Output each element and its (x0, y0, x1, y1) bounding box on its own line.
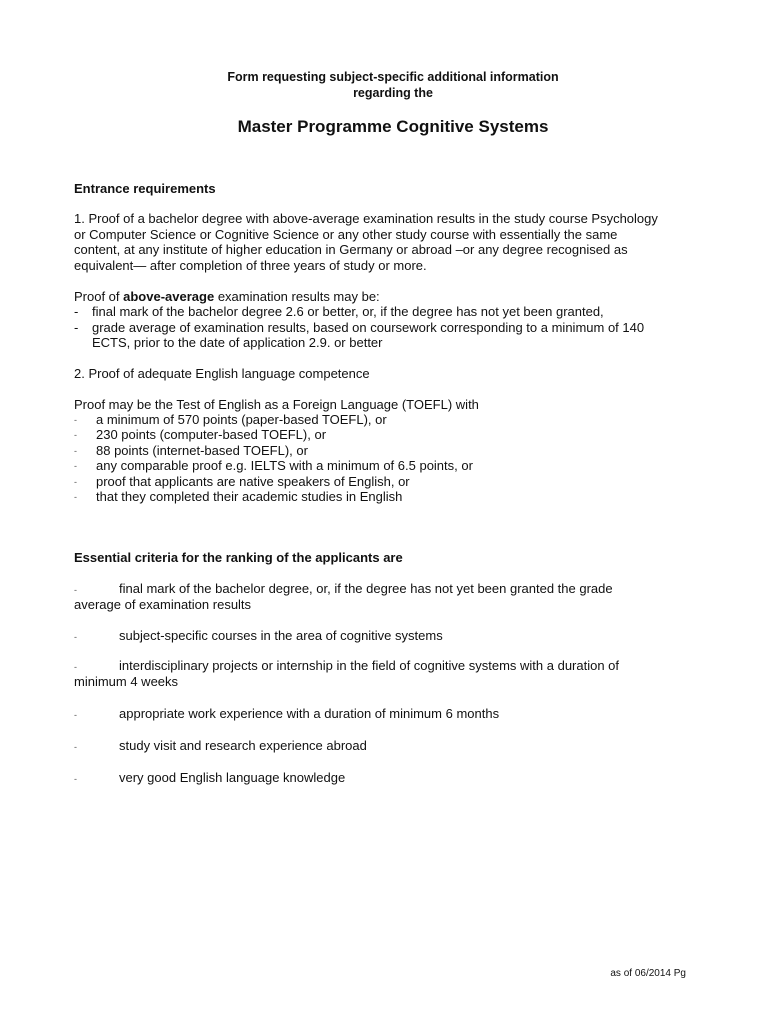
criterion-line: final mark of the bachelor degree, or, if the degree has not yet been granted the grade (119, 581, 613, 596)
ranking-criteria-heading: Essential criteria for the ranking of the applicants are (74, 550, 403, 565)
document-title: Master Programme Cognitive Systems (237, 117, 549, 136)
ranking-criterion (74, 738, 714, 754)
toefl-item: 230 points (computer-based TOEFL), or (96, 427, 327, 442)
proof-item: grade average of examination results, based on coursework corresponding to a minimum of 140 (92, 320, 645, 335)
criterion-line: minimum 4 weeks (74, 674, 179, 689)
toefl-item: 88 points (internet-based TOEFL), or (96, 443, 308, 458)
proof-item-continuation: ECTS, prior to the date of application 2.9. or better (92, 335, 383, 350)
entrance-requirements-heading: Entrance requirements (74, 181, 216, 196)
toefl-item: any comparable proof e.g. IELTS with a minimum of 6.5 points, or (96, 458, 473, 473)
criterion-line: appropriate work experience with a duration of minimum 6 months (119, 706, 500, 721)
toefl-item: proof that applicants are native speakers of English, or (96, 474, 410, 489)
bullet-dash: - (74, 662, 77, 672)
proof-intro-bold: above-average (123, 289, 215, 304)
form-header-line-1: Form requesting subject-specific additional information (227, 70, 559, 84)
proof-intro (74, 289, 714, 305)
footer-date: as of 06/2014 Pg (610, 968, 686, 979)
bullet-dash: - (74, 304, 79, 319)
criterion-line: average of examination results (74, 597, 252, 612)
bullet-dash: - (74, 430, 77, 440)
ranking-criterion (74, 658, 714, 690)
bullet-dash: - (74, 461, 77, 471)
requirement-1-paragraph (74, 211, 714, 273)
bullet-dash: - (74, 477, 77, 487)
requirement-1-line: 1. Proof of a bachelor degree with above-average examination results in the study course Psychology (74, 211, 658, 226)
ranking-criterion (74, 581, 714, 613)
ranking-criterion (74, 628, 714, 644)
toefl-item: a minimum of 570 points (paper-based TOEFL), or (96, 412, 387, 427)
proof-intro-prefix: Proof of (74, 289, 124, 304)
bullet-dash: - (74, 492, 77, 502)
bullet-dash: - (74, 742, 77, 752)
requirement-2: 2. Proof of adequate English language competence (74, 366, 370, 381)
bullet-dash: - (74, 710, 77, 720)
proof-item: final mark of the bachelor degree 2.6 or better, or, if the degree has not yet been granted, (92, 304, 604, 319)
requirement-1-line: equivalent— after completion of three years of study or more. (74, 257, 427, 273)
bullet-dash: - (74, 446, 77, 456)
toefl-intro: Proof may be the Test of English as a Foreign Language (TOEFL) with (74, 397, 479, 412)
ranking-criterion (74, 770, 714, 786)
proof-intro-suffix: examination results may be: (214, 289, 380, 304)
bullet-dash: - (74, 585, 77, 595)
criterion-line: interdisciplinary projects or internship in the field of cognitive systems with a duration of (119, 658, 620, 673)
bullet-dash: - (74, 774, 77, 784)
ranking-criterion (74, 706, 714, 722)
requirement-1-line: or Computer Science or Cognitive Science or any other study course with essentially the same (74, 226, 618, 242)
bullet-dash: - (74, 320, 79, 335)
form-header-line-2: regarding the (353, 86, 433, 100)
criterion-line: subject-specific courses in the area of cognitive systems (119, 628, 443, 643)
bullet-dash: - (74, 632, 77, 642)
bullet-dash: - (74, 415, 77, 425)
criterion-line: study visit and research experience abroad (119, 738, 367, 753)
criterion-line: very good English language knowledge (119, 770, 346, 785)
toefl-item: that they completed their academic studies in English (96, 489, 403, 504)
requirement-1-line: content, at any institute of higher education in Germany or abroad –or any degree recognised as (74, 242, 628, 257)
